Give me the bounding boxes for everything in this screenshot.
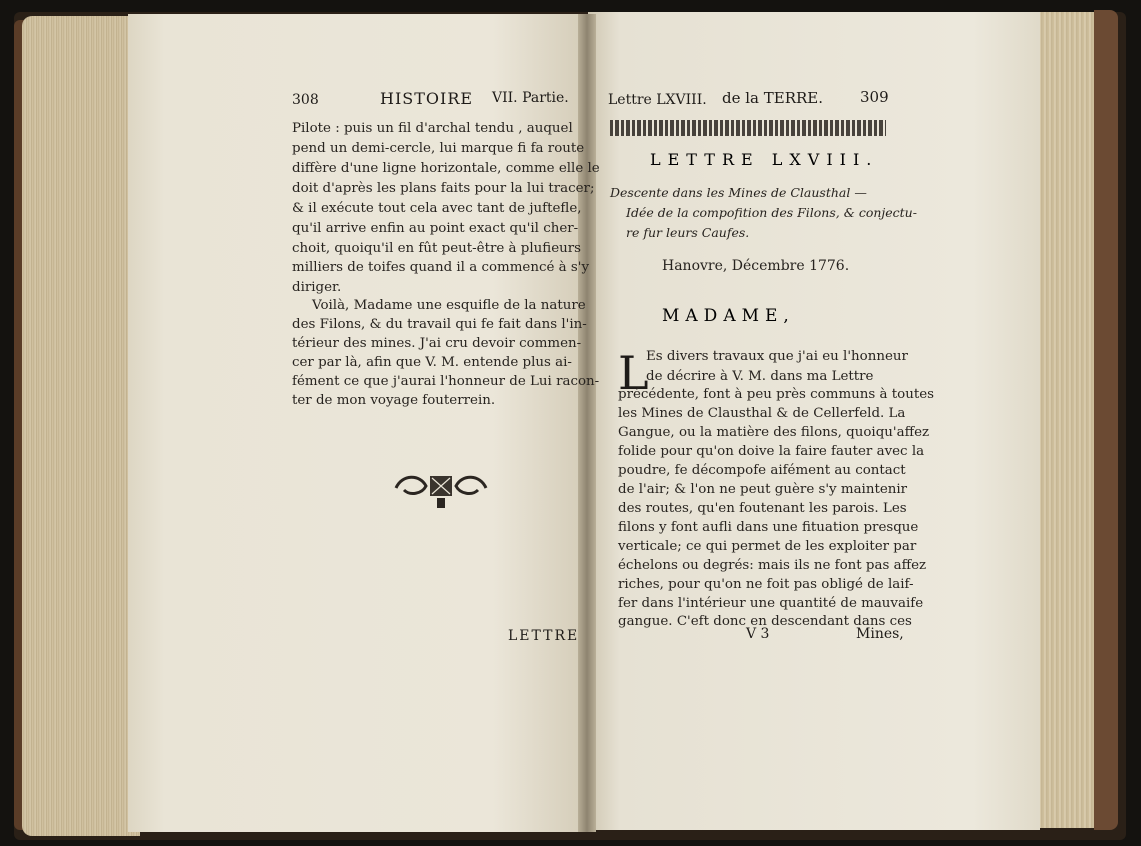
running-head-left: HISTOIRE: [380, 89, 474, 108]
cover-right: [1094, 10, 1118, 830]
text-line: fer dans l'intérieur une quantité de mauvaife: [618, 596, 924, 611]
text-line: choit, quoiqu'il en fût peut-être à plufieurs: [292, 241, 582, 256]
text-line: fément ce que j'aurai l'honneur de Lui racon-: [292, 374, 600, 389]
running-head-right-mid: de la TERRE.: [722, 89, 824, 107]
text-line: des Filons, & du travail qui fe fait dans l'in-: [292, 317, 587, 332]
text-line: Gangue, ou la matière des filons, quoiqu'affez: [618, 425, 930, 440]
text-line: doit d'après les plans faits pour la lui tracer;: [292, 181, 595, 196]
letter-title: LETTRE LXVIII.: [650, 150, 879, 169]
text-line: Pilote : puis un fil d'archal tendu , auquel: [292, 121, 573, 136]
page-number-right: 309: [860, 88, 889, 106]
text-line: Es divers travaux que j'ai eu l'honneur: [646, 349, 908, 364]
drop-cap: L: [618, 346, 649, 400]
dateline: Hanovre, Décembre 1776.: [662, 258, 850, 274]
tailpiece-ornament: [392, 470, 490, 510]
text-line: cer par là, afin que V. M. entende plus ai-: [292, 355, 572, 370]
text-line: verticale; ce qui permet de les exploiter par: [618, 539, 917, 554]
text-line: précédente, font à peu près communs à toutes: [618, 387, 935, 402]
text-line: diffère d'une ligne horizontale, comme elle le: [292, 161, 600, 176]
text-line: de décrire à V. M. dans ma Lettre: [646, 369, 874, 384]
text-line: diriger.: [292, 280, 342, 295]
summary-line: Descente dans les Mines de Clausthal —: [610, 185, 867, 200]
text-line: folide pour qu'on doive la faire fauter avec la: [618, 444, 925, 459]
summary-line: Idée de la compofition des Filons, & conjectu-: [626, 205, 917, 220]
page-edges-left: [22, 16, 140, 836]
text-line: qu'il arrive enfin au point exact qu'il cher-: [292, 221, 579, 236]
catchword-right: Mines,: [856, 626, 904, 642]
text-line: gangue. C'eft donc en descendant dans ces: [618, 614, 912, 629]
text-line: les Mines de Clausthal & de Cellerfeld. La: [618, 406, 906, 421]
text-line: Voilà, Madame une esquifle de la nature: [312, 298, 586, 313]
text-line: pend un demi-cercle, lui marque fi fa route: [292, 141, 585, 156]
text-line: milliers de toifes quand il a commencé à s'y: [292, 260, 590, 275]
page-number-left: 308: [292, 92, 319, 108]
catchword-left: LETTRE: [508, 628, 580, 644]
text-line: térieur des mines. J'ai cru devoir commen-: [292, 336, 582, 351]
text-line: échelons ou degrés: mais ils ne font pas affez: [618, 558, 927, 573]
salutation: MADAME,: [662, 306, 795, 326]
text-line: filons y font aufli dans une fituation presque: [618, 520, 919, 535]
text-line: riches, pour qu'on ne foit pas obligé de laif-: [618, 577, 914, 592]
text-line: ter de mon voyage fouterrein.: [292, 393, 496, 408]
text-line: des routes, qu'en foutenant les parois. Les: [618, 501, 907, 516]
summary-line: re fur leurs Caufes.: [626, 225, 750, 240]
part-label: VII. Partie.: [492, 90, 569, 106]
text-line: de l'air; & l'on ne peut guère s'y maintenir: [618, 482, 908, 497]
text-line: & il exécute tout cela avec tant de juftefle,: [292, 201, 582, 216]
headpiece-ornament: [610, 120, 886, 136]
text-line: poudre, fe décompofe aifément au contact: [618, 463, 906, 478]
running-head-right-left: Lettre LXVIII.: [608, 92, 707, 108]
signature-mark: V 3: [746, 626, 770, 642]
gutter: [578, 14, 596, 832]
